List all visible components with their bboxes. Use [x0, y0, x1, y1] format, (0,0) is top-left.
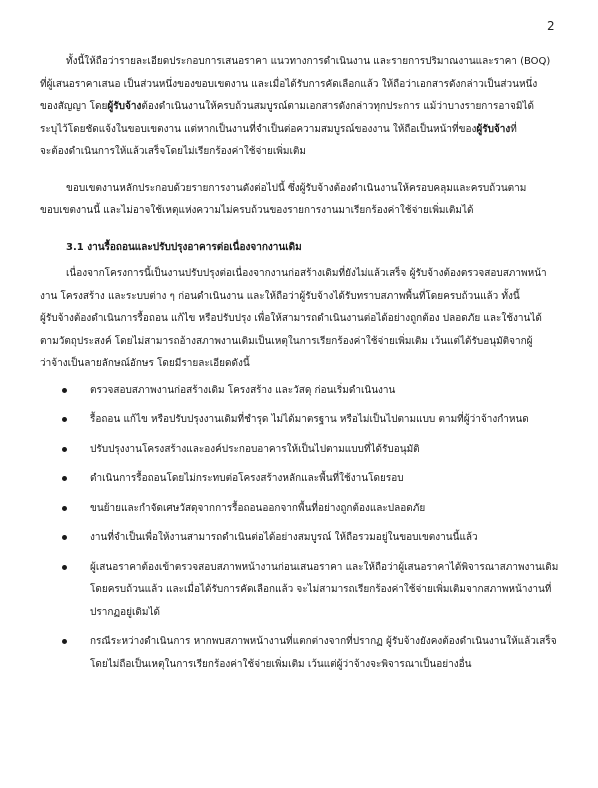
bullet-list — [40, 380, 564, 677]
paragraph-line: ขอบเขตงานหลักประกอบด้วยรายการงานดังต่อไปนี้ ซึ่งผู้รับจ้างต้องดำเนินงานให้ครอบคลุมและครบถ้วนตาม — [66, 182, 527, 194]
list-item — [40, 498, 564, 521]
paragraph-line: ที่ผู้เสนอราคาเสนอ เป็นส่วนหนึ่งของขอบเขตงาน และเมื่อได้รับการคัดเลือกแล้ว ให้ถือว่าเอกสารดังกล่าวเป็นส่วนหนึ่ง — [40, 78, 538, 90]
list-item-line: ปรากฏอยู่เดิมได้ — [90, 606, 160, 618]
document-body — [40, 51, 564, 683]
list-item-line: รื้อถอน แก้ไข หรือปรับปรุงงานเดิมที่ชำรุด ไม่ได้มาตรฐาน หรือไม่เป็นไปตามแบบ ตามที่ผู้ว่าจ้างกำหนด — [90, 414, 529, 425]
list-item-line: ปรับปรุงงานโครงสร้างและองค์ประกอบอาคารให้เป็นไปตามแบบที่ได้รับอนุมัติ — [90, 443, 420, 455]
paragraph-line: ว่าจ้างเป็นลายลักษณ์อักษร โดยมีรายละเอียดดังนี้ — [40, 358, 250, 369]
paragraph-line: ตามวัตถุประสงค์ โดยไม่สามารถอ้างสภาพงานเดิมเป็นเหตุในการเรียกร้องค่าใช้จ่ายเพิ่มเติม เว้นแต่ได้รับอนุมัติจากผู้ — [40, 335, 533, 347]
paragraph-line: งาน โครงสร้าง และระบบต่าง ๆ ก่อนดำเนินงาน และให้ถือว่าผู้รับจ้างได้รับทราบสภาพพื้นที่โดยครบถ้วนแล้ว ทั้งนี้ — [40, 290, 520, 302]
list-item-line: โดยครบถ้วนแล้ว และเมื่อได้รับการคัดเลือกแล้ว จะไม่สามารถเรียกร้องค่าใช้จ่ายเพิ่มเติมจากสภาพหน้างานที่ — [90, 584, 552, 595]
paragraph-line: ขอบเขตงานนี้ และไม่อาจใช้เหตุแห่งความไม่ครบถ้วนของรายการงานมาเรียกร้องค่าใช้จ่ายเพิ่มเติมได้ — [40, 205, 474, 216]
section-3-1 — [40, 237, 564, 376]
paragraph-line: เนื่องจากโครงการนี้เป็นงานปรับปรุงต่อเนื่องจากงานก่อสร้างเดิมที่ยังไม่แล้วเสร็จ ผู้รับจ้างต้องตรวจสอบสภาพหน้า — [66, 268, 547, 279]
bullet-icon — [62, 388, 67, 393]
paragraph-line — [40, 96, 564, 119]
list-item — [40, 527, 564, 550]
list-item — [40, 631, 564, 676]
paragraph-2 — [40, 178, 564, 223]
paragraph-line: จะต้องดำเนินการให้แล้วเสร็จโดยไม่เรียกร้องค่าใช้จ่ายเพิ่มเติม — [40, 146, 306, 157]
list-item-line: ขนย้ายและกำจัดเศษวัสดุจากการรื้อถอนออกจากพื้นที่อย่างถูกต้องและปลอดภัย — [90, 502, 426, 514]
bullet-icon — [62, 447, 67, 452]
text-run: ต้องดำเนินงานให้ครบถ้วนสมบูรณ์ตามเอกสารดังกล่าวทุกประการ แม้ว่าบางรายการอาจมิได้ — [141, 101, 534, 112]
list-item — [40, 468, 564, 491]
bullet-icon — [62, 506, 67, 511]
bullet-icon — [62, 476, 67, 481]
paragraph-line: ทั้งนี้ให้ถือว่ารายละเอียดประกอบการเสนอราคา แนวทางการดำเนินงาน และรายการปริมาณงานและราคา (BOQ) — [66, 56, 551, 67]
list-item-line: โดยไม่ถือเป็นเหตุในการเรียกร้องค่าใช้จ่ายเพิ่มเติม เว้นแต่ผู้ว่าจ้างจะพิจารณาเป็นอย่างอื่น — [90, 658, 472, 670]
list-item-line: ผู้เสนอราคาต้องเข้าตรวจสอบสภาพหน้างานก่อนเสนอราคา และให้ถือว่าผู้เสนอราคาได้พิจารณาสภาพงานเดิม — [90, 561, 559, 573]
list-item — [40, 439, 564, 462]
section-heading: 3.1 งานรื้อถอนและปรับปรุงอาคารต่อเนื่องจากงานเดิม — [66, 241, 302, 253]
page-number: 2 — [547, 19, 555, 33]
bullet-icon — [62, 639, 67, 644]
text-run: ที่ — [510, 123, 517, 135]
bullet-icon — [62, 417, 67, 422]
bullet-icon — [62, 565, 67, 570]
paragraph-line: ผู้รับจ้างต้องดำเนินการรื้อถอน แก้ไข หรือปรับปรุง เพื่อให้สามารถดำเนินงานต่อได้อย่างถูกต้อง ปลอดภัย และใช้งานได้ — [40, 313, 542, 324]
bold-term-contractor: ผู้รับจ้าง — [107, 101, 142, 112]
bullet-icon — [62, 535, 67, 540]
list-item-line: ดำเนินการรื้อถอนโดยไม่กระทบต่อโครงสร้างหลักและพื้นที่ใช้งานโดยรอบ — [90, 473, 404, 484]
list-item — [40, 557, 564, 625]
list-item — [40, 380, 564, 403]
bold-term-contractor: ผู้รับจ้าง — [476, 123, 511, 135]
list-item-line: กรณีระหว่างดำเนินการ หากพบสภาพหน้างานที่แตกต่างจากที่ปรากฏ ผู้รับจ้างยังคงต้องดำเนินงานให้แล้วเสร็จ — [90, 636, 557, 647]
text-run: ระบุไว้โดยชัดแจ้งในขอบเขตงาน แต่หากเป็นงานที่จำเป็นต่อความสมบูรณ์ของงาน ให้ถือเป็นหน้าที่ของ — [40, 123, 477, 135]
paragraph-1 — [40, 51, 564, 164]
list-item — [40, 409, 564, 432]
text-run: ของสัญญา โดย — [40, 101, 108, 112]
list-item-line: งานที่จำเป็นเพื่อให้งานสามารถดำเนินต่อได้อย่างสมบูรณ์ ให้ถือรวมอยู่ในขอบเขตงานนี้แล้ว — [90, 532, 478, 543]
list-item-line: ตรวจสอบสภาพงานก่อสร้างเดิม โครงสร้าง และวัสดุ ก่อนเริ่มดำเนินงาน — [90, 384, 396, 396]
paragraph-line — [40, 119, 564, 142]
